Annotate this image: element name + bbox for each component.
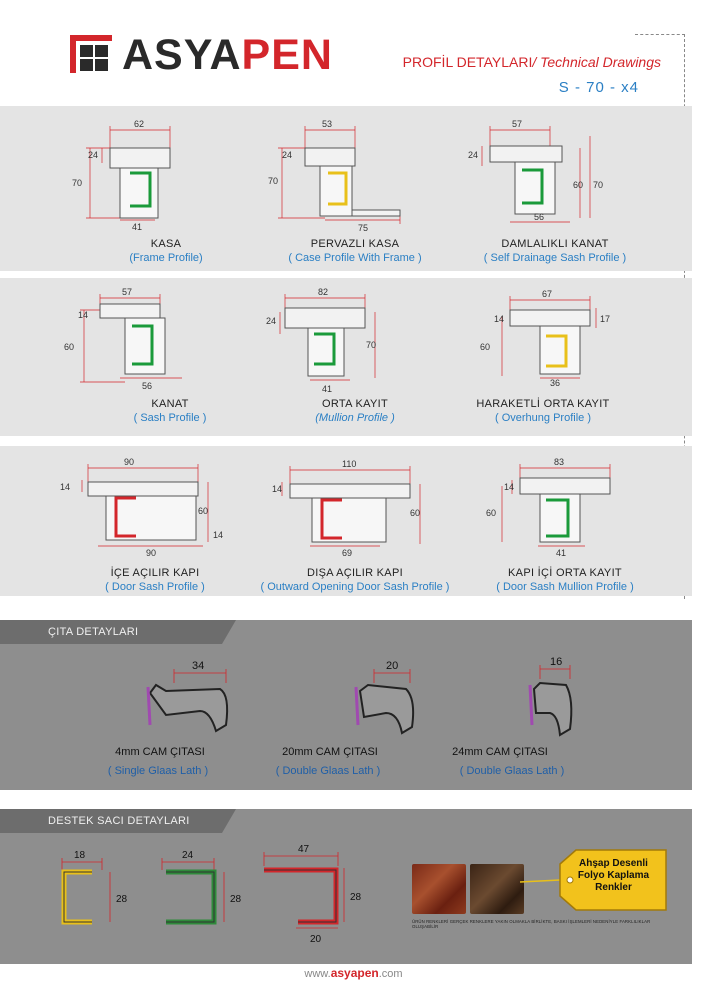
profile-name-damlalikli-kanat: DAMLALIKLI KANAT bbox=[501, 238, 609, 250]
svg-text:60: 60 bbox=[64, 342, 75, 352]
logo-window-icon bbox=[68, 33, 118, 77]
lath-sub-20mm: ( Double Glaas Lath ) bbox=[275, 765, 381, 777]
dim-width: 62 bbox=[134, 119, 145, 129]
svg-text:16: 16 bbox=[550, 656, 563, 668]
profile-name-kanat: KANAT bbox=[151, 398, 189, 410]
profile-name-orta-kayit: ORTA KAYIT bbox=[322, 398, 388, 410]
svg-text:57: 57 bbox=[122, 287, 133, 297]
svg-text:24: 24 bbox=[88, 150, 99, 160]
svg-text:90: 90 bbox=[124, 457, 135, 467]
svg-text:36: 36 bbox=[550, 378, 561, 388]
svg-text:60: 60 bbox=[198, 506, 209, 516]
svg-text:14: 14 bbox=[78, 310, 89, 320]
profile-drawing-kasa bbox=[72, 118, 250, 238]
dashed-guide-horizontal bbox=[635, 34, 685, 35]
svg-text:14: 14 bbox=[272, 484, 283, 494]
svg-text:56: 56 bbox=[534, 212, 545, 222]
logo-text: ASYAPEN bbox=[122, 31, 333, 79]
svg-text:83: 83 bbox=[554, 457, 565, 467]
svg-text:24: 24 bbox=[182, 850, 194, 861]
steel-section-title: DESTEK SACI DETAYLARI bbox=[0, 809, 222, 833]
profile-drawing-disa-acilir-kapi bbox=[270, 456, 440, 576]
profile-drawing-haraketli-orta-kayit bbox=[480, 286, 650, 406]
profile-drawing-kapi-ici-orta-kayit bbox=[486, 456, 660, 576]
wood-sample-walnut bbox=[470, 864, 524, 914]
profile-name-haraketli-orta-kayit: HARAKETLİ ORTA KAYIT bbox=[476, 398, 610, 410]
svg-text:53: 53 bbox=[322, 119, 333, 129]
svg-text:57: 57 bbox=[512, 119, 523, 129]
svg-text:34: 34 bbox=[192, 660, 205, 672]
profile-drawing-kanat bbox=[64, 286, 240, 406]
lath-sub-4mm: ( Single Glaas Lath ) bbox=[107, 765, 209, 777]
profile-sub-disa-acilir-kapi: ( Outward Opening Door Sash Profile ) bbox=[260, 581, 450, 593]
profile-sub-kapi-ici-orta-kayit: ( Door Sash Mullion Profile ) bbox=[496, 581, 634, 593]
lath-drawing-4mm bbox=[130, 655, 250, 740]
svg-text:60: 60 bbox=[486, 508, 497, 518]
svg-text:75: 75 bbox=[358, 223, 369, 233]
svg-text:56: 56 bbox=[142, 381, 153, 391]
footer-website[interactable]: www.asyapen.com bbox=[304, 966, 403, 980]
svg-text:41: 41 bbox=[132, 222, 143, 232]
svg-text:60: 60 bbox=[410, 508, 421, 518]
lath-name-20mm: 20mm CAM ÇITASI bbox=[282, 746, 378, 758]
color-disclaimer: ÜRÜN RENKLERİ GERÇEK RENKLERE YAKIN OLMAKLA BİRLİKTE, BASKI İŞLEMLERİ NEDENİYLE FARKLILIKLAR OLUŞABİLİR bbox=[412, 919, 651, 929]
svg-text:60: 60 bbox=[573, 180, 584, 190]
svg-text:110: 110 bbox=[342, 459, 357, 469]
lath-drawing-24mm bbox=[510, 655, 610, 740]
svg-text:41: 41 bbox=[322, 384, 333, 394]
svg-text:14: 14 bbox=[504, 482, 515, 492]
profile-sub-haraketli-orta-kayit: ( Overhung Profile ) bbox=[495, 412, 591, 424]
profile-drawing-pervazli-kasa bbox=[270, 118, 440, 238]
svg-text:70: 70 bbox=[72, 178, 83, 188]
lath-drawing-20mm bbox=[340, 655, 440, 740]
svg-text:14: 14 bbox=[60, 482, 71, 492]
svg-text:17: 17 bbox=[600, 314, 611, 324]
svg-text:14: 14 bbox=[213, 530, 224, 540]
profile-name-disa-acilir-kapi: DIŞA AÇILIR KAPI bbox=[307, 567, 403, 579]
profile-drawing-ice-acilir-kapi bbox=[58, 456, 228, 576]
profile-name-ice-acilir-kapi: İÇE AÇILIR KAPI bbox=[110, 567, 200, 579]
profile-sub-orta-kayit: (Mullion Profile ) bbox=[315, 412, 395, 424]
svg-text:28: 28 bbox=[230, 894, 242, 905]
profile-drawing-damlalikli-kanat bbox=[470, 118, 640, 238]
svg-text:70: 70 bbox=[268, 176, 279, 186]
svg-text:67: 67 bbox=[542, 289, 553, 299]
profile-sub-pervazli-kasa: ( Case Profile With Frame ) bbox=[288, 252, 422, 264]
wood-sample-mahogany bbox=[412, 864, 466, 914]
svg-text:70: 70 bbox=[593, 180, 604, 190]
foil-color-badge-text: Ahşap Desenli Folyo Kaplama Renkler bbox=[577, 858, 650, 893]
svg-text:28: 28 bbox=[116, 894, 128, 905]
svg-text:18: 18 bbox=[74, 850, 86, 861]
svg-text:41: 41 bbox=[556, 548, 567, 558]
svg-text:20: 20 bbox=[310, 934, 322, 945]
svg-text:14: 14 bbox=[494, 314, 505, 324]
svg-text:24: 24 bbox=[468, 150, 479, 160]
svg-text:82: 82 bbox=[318, 287, 329, 297]
svg-text:47: 47 bbox=[298, 844, 310, 855]
svg-text:24: 24 bbox=[282, 150, 293, 160]
lath-section-title: ÇITA DETAYLARI bbox=[0, 620, 222, 644]
model-code: S - 70 - x4 bbox=[558, 79, 639, 96]
svg-text:70: 70 bbox=[366, 340, 377, 350]
svg-text:90: 90 bbox=[146, 548, 157, 558]
lath-sub-24mm: ( Double Glaas Lath ) bbox=[459, 765, 565, 777]
svg-text:20: 20 bbox=[386, 660, 399, 672]
profile-sub-kasa: (Frame Profile) bbox=[129, 252, 203, 264]
steel-profile-18 bbox=[52, 850, 142, 930]
svg-text:60: 60 bbox=[480, 342, 491, 352]
page-title: PROFİL DETAYLARI/ Technical Drawings bbox=[402, 54, 661, 70]
lath-name-4mm: 4mm CAM ÇITASI bbox=[115, 746, 205, 758]
profile-name-kasa: KASA bbox=[150, 238, 182, 250]
lath-name-24mm: 24mm CAM ÇITASI bbox=[452, 746, 548, 758]
steel-profile-47 bbox=[258, 842, 378, 952]
profile-sub-ice-acilir-kapi: ( Door Sash Profile ) bbox=[105, 581, 205, 593]
steel-profile-24 bbox=[152, 850, 252, 930]
svg-text:28: 28 bbox=[350, 892, 362, 903]
profile-sub-kanat: ( Sash Profile ) bbox=[133, 412, 207, 424]
profile-name-pervazli-kasa: PERVAZLI KASA bbox=[310, 238, 400, 250]
svg-text:24: 24 bbox=[266, 316, 277, 326]
svg-text:69: 69 bbox=[342, 548, 353, 558]
profile-name-kapi-ici-orta-kayit: KAPI İÇİ ORTA KAYIT bbox=[508, 567, 622, 579]
profile-drawing-orta-kayit bbox=[266, 286, 440, 406]
profile-sub-damlalikli-kanat: ( Self Drainage Sash Profile ) bbox=[483, 252, 627, 264]
